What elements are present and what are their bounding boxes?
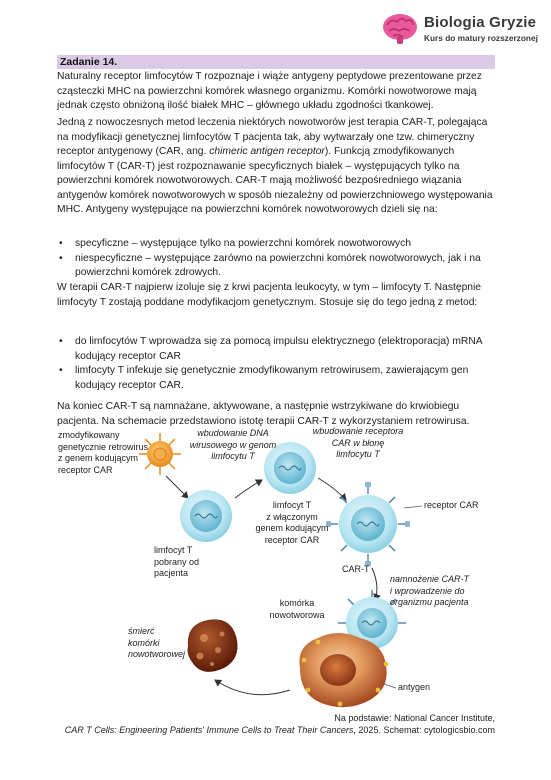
paragraph-final <box>57 400 497 429</box>
dead-tumor-cell-icon <box>188 619 238 672</box>
list-item <box>57 237 497 252</box>
bullet-icon: • <box>59 365 63 376</box>
paragraph-final-text: Na koniec CAR-T są namnażane, aktywowane, a następnie wstrzykiwane do krwiobiegu pacjenta. Na schemacie przedstawiono istotę terapii CAR-T z wykorzystaniem retrowirusa. <box>57 401 470 427</box>
list-item <box>57 252 497 281</box>
car-t-cell-icon <box>326 482 410 566</box>
list-item-text: limfocyty T infekuje się genetycznie zmodyfikowanym retrowirusem, zawierającym gen kodujący receptor CAR. <box>75 365 469 391</box>
t-lymphocyte-label: limfocyt T pobrany od pacjenta <box>154 545 200 578</box>
paragraph-intro-text: Naturalny receptor limfocytów T rozpoznaje i wiąże antygeny peptydowe prezentowane przez cząsteczki MHC na powierzchni komórek własnego organizmu. Komórki nowotworowe mają jednak często obniżoną ilość białek MHC – głównego układu zgodności tkankowej. <box>57 71 482 111</box>
bullet-icon: • <box>59 336 63 347</box>
antigen-pointer-line <box>384 684 396 688</box>
source-line-2 <box>65 724 495 736</box>
paragraph-intro <box>57 70 497 114</box>
receptor-car-label: receptor CAR <box>424 500 479 510</box>
t-lymphocyte-cell-icon <box>180 490 232 542</box>
car-t-therapy-diagram <box>0 428 551 718</box>
paragraph-therapy-part1: Jedną z nowoczesnych metod leczenia niektórych nowotworów jest terapia CAR-T, polegająca na modyfikacji genetycznej limfocytów T pacjenta tak, aby wytwarzały one tzw. chimeryczny receptor antygenowy (CAR, ang. <box>57 117 488 157</box>
tumor-death-label: śmierć komórki nowotworowej <box>128 626 186 659</box>
modified-lymphocyte-label: limfocyt T z włączonym genem kodującym receptor CAR <box>255 500 329 545</box>
receptor-pointer-line <box>404 506 422 508</box>
paragraph-therapy-italic: chimeric antigen receptor <box>209 146 325 157</box>
methods-list <box>57 335 497 393</box>
brand-title: Biologia Gryzie <box>424 14 537 31</box>
antigen-label: antygen <box>398 682 431 692</box>
arrow-tumor-to-death <box>215 680 290 695</box>
receptor-integration-label: wbudowanie receptora CAR w błonę limfocytu T <box>312 426 404 459</box>
source-citation <box>65 712 495 736</box>
car-t-label: CAR-T <box>342 564 370 574</box>
bullet-icon: • <box>59 252 63 264</box>
paragraph-therapy-text <box>57 116 497 218</box>
list-item <box>57 335 497 364</box>
source-title: CAR T Cells: Engineering Patients' Immune Cells to Treat Their Cancers <box>64 725 354 735</box>
list-item <box>57 364 497 393</box>
source-rest: , 2025. Schemat: cytologicsbio.com <box>353 725 495 735</box>
retrovirus-label: zmodyfikowany genetycznie retrowirus z genem kodującym receptor CAR <box>58 430 149 475</box>
paragraph-therapy <box>57 116 497 218</box>
paragraph-therapy-part2: ). Funkcją zmodyfikowanych limfocytów T (CAR-T) jest rozpoznawanie specyficznych białek – występujących tylko na powierzchni komórek nowotworowych. CAR-T mają możliwość bezpośredniego wiązania antygenów komórek nowotworowych w sposób niezależny od powierzchniowego występowania MHC. Antygeny występujące na powierzchni komórek nowotworowych dzieli się na: <box>57 146 493 215</box>
list-item-text: niespecyficzne – występujące zarówno na powierzchni komórek nowotworowych, jak i na powierzchni komórek zdrowych. <box>75 252 481 278</box>
paragraph-isolation <box>57 281 497 310</box>
bullet-icon: • <box>59 238 63 249</box>
list-item-text: specyficzne – występujące tylko na powierzchni komórek nowotworowych <box>75 238 411 249</box>
page-header <box>0 0 551 52</box>
task-title: Zadanie 14. <box>60 56 118 68</box>
brand-subtitle: Kurs do matury rozszerzonej <box>424 33 538 43</box>
paragraph-isolation-text: W terapii CAR-T najpierw izoluje się z krwi pacjenta leukocyty, w tym – limfocyty T. Następnie limfocyty T zostają poddane modyfikacjom genetycznym. Stosuje się do tego jedną z metod: <box>57 282 482 308</box>
arrow-cell1-to-cell2 <box>235 480 262 498</box>
brain-logo-icon <box>381 12 419 46</box>
arrow-virus-to-cell <box>166 476 188 498</box>
source-line-1: Na podstawie: National Cancer Institute, <box>334 713 495 723</box>
list-item-text: do limfocytów T wprowadza się za pomocą impulsu elektrycznego (elektroporacja) mRNA kodujący receptor CAR <box>75 336 483 362</box>
expansion-label: namnożenie CAR-T i wprowadzenie do organizmu pacjenta <box>390 574 470 607</box>
tumor-cell-label: komórka nowotworowa <box>269 598 325 620</box>
dna-integration-label: wbudowanie DNA wirusowego w genom limfocytu T <box>189 428 277 461</box>
task-title-bar <box>57 55 495 69</box>
antigen-types-list <box>57 237 497 281</box>
